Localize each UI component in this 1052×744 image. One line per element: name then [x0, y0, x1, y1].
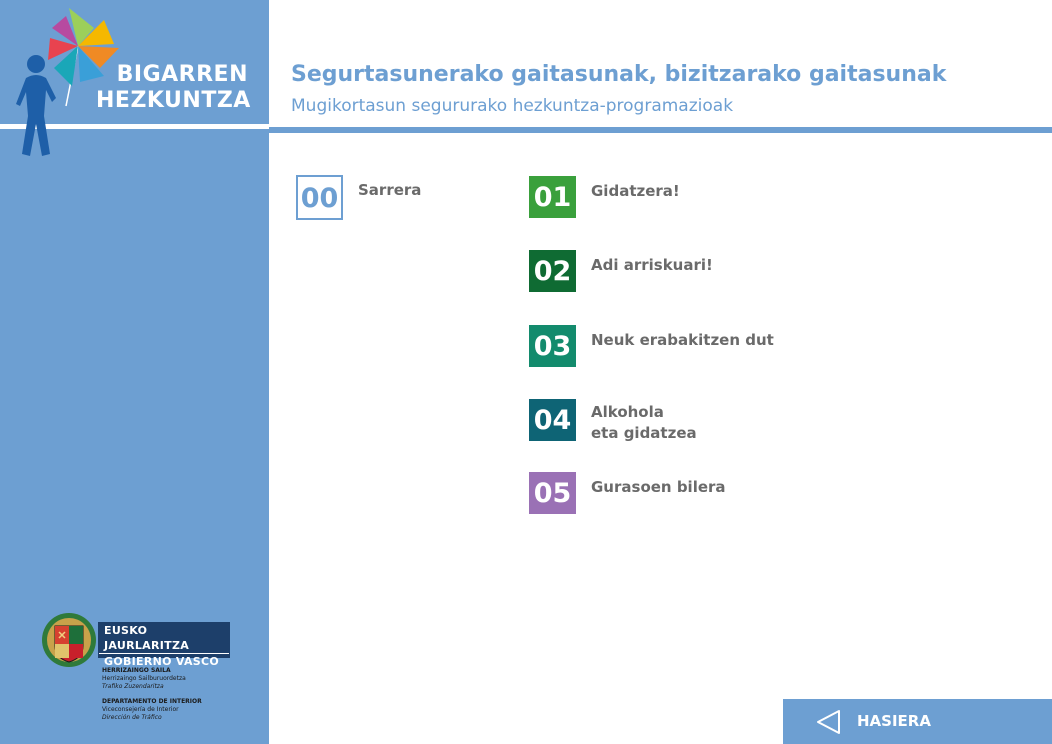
- menu-item-label: [591, 402, 697, 444]
- menu-number: 02: [529, 250, 576, 292]
- directorate-es: Dirección de Tráfico: [102, 714, 162, 721]
- department-eu: HERRIZAINGO SAILA: [102, 667, 171, 674]
- government-logo: [38, 612, 238, 732]
- menu-item-label: Neuk erabakitzen dut: [591, 331, 774, 349]
- brand-line1: BIGARREN: [116, 62, 248, 87]
- menu-item-label: Adi arriskuari!: [591, 256, 713, 274]
- coat-of-arms-icon: [40, 612, 98, 668]
- government-name-box: [98, 622, 230, 668]
- directorate-eu: Trafiko Zuzendaritza: [102, 683, 164, 690]
- home-button[interactable]: [783, 699, 1052, 744]
- government-name-eu: EUSKO JAURLARITZA: [104, 624, 190, 652]
- menu-item-sarrera[interactable]: [296, 175, 496, 219]
- menu-number: 05: [529, 472, 576, 514]
- brand-logo-text: [96, 62, 251, 114]
- home-button-label: HASIERA: [857, 712, 931, 730]
- header-divider: [269, 127, 1052, 133]
- viceministry-es: Viceconsejería de Interior: [102, 706, 179, 713]
- menu-item-gidatzera[interactable]: [529, 176, 789, 218]
- menu-number: 04: [529, 399, 576, 441]
- department-es: DEPARTAMENTO DE INTERIOR: [102, 698, 202, 705]
- menu-item-neuk-erabakitzen-dut[interactable]: [529, 325, 789, 367]
- menu-item-adi-arriskuari[interactable]: [529, 250, 789, 292]
- menu-item-label: Sarrera: [358, 181, 422, 199]
- menu-number: 01: [529, 176, 576, 218]
- menu-item-label-line2: eta gidatzea: [591, 424, 697, 442]
- menu-item-label-line1: Alkohola: [591, 403, 664, 421]
- menu-number: 00: [296, 175, 343, 220]
- menu-item-label: Gidatzera!: [591, 182, 680, 200]
- menu-item-gurasoen-bilera[interactable]: [529, 472, 789, 514]
- menu-item-label: Gurasoen bilera: [591, 478, 726, 496]
- menu-item-alkohola-eta-gidatzea[interactable]: [529, 399, 789, 443]
- brand-line2: HEZKUNTZA: [96, 88, 251, 113]
- menu-number: 03: [529, 325, 576, 367]
- government-name-es: GOBIERNO VASCO: [99, 653, 229, 669]
- left-triangle-icon: [815, 708, 843, 736]
- page-title: Segurtasunerako gaitasunak, bizitzarako gaitasunak: [291, 62, 947, 87]
- page-subtitle: Mugikortasun segururako hezkuntza-programazioak: [291, 96, 734, 116]
- viceministry-eu: Herrizaingo Sailburuordetza: [102, 675, 186, 682]
